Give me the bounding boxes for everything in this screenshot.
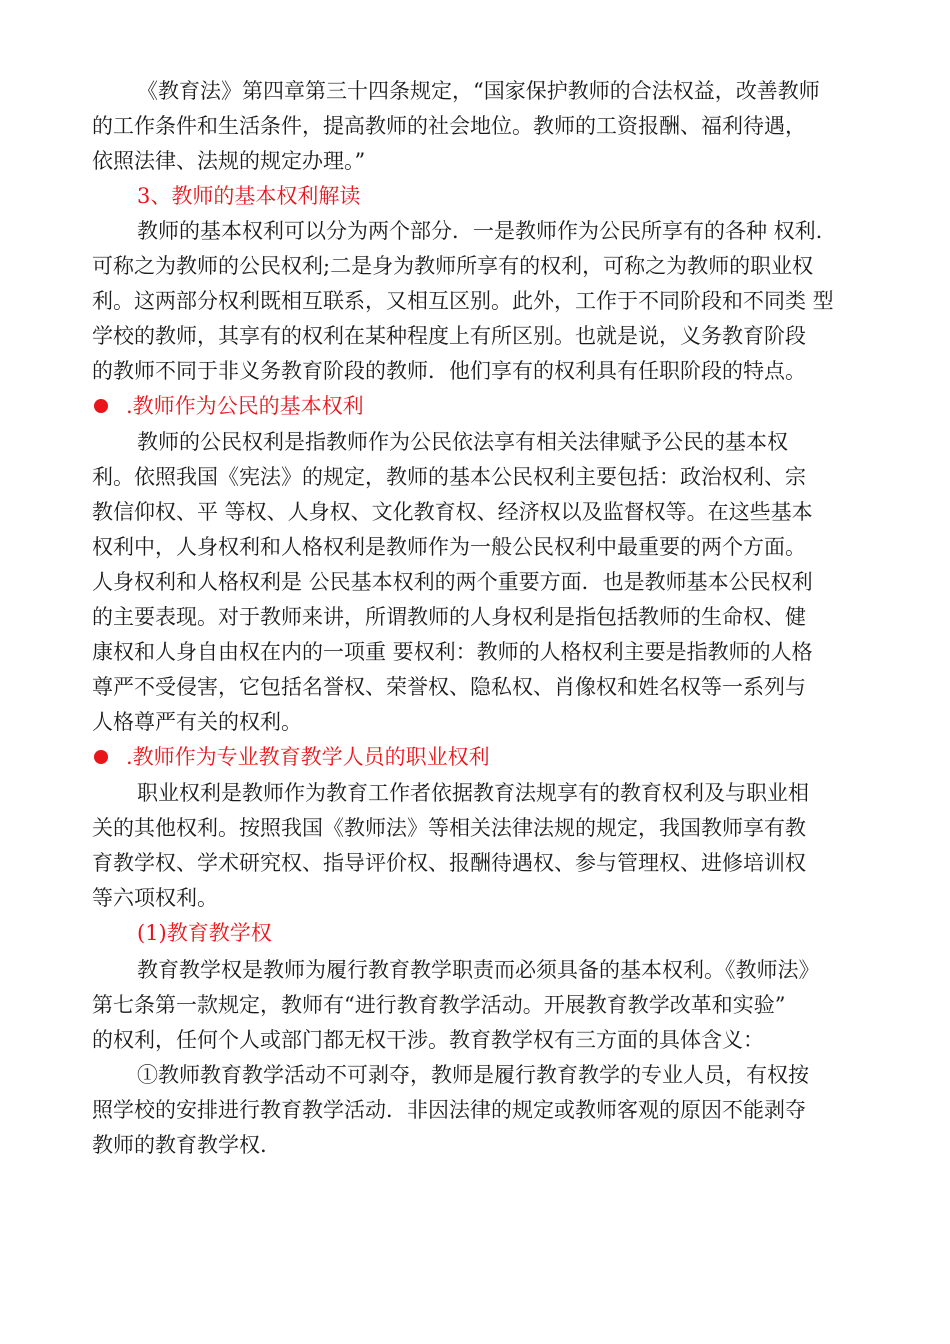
paragraph-line: 教师的教育教学权. — [92, 1133, 267, 1157]
paragraph-line: 教师的基本权利可以分为两个部分．一是教师作为公民所享有的各种 权利. — [137, 219, 823, 243]
paragraph-line: 关的其他权利。按照我国《教师法》等相关法律法规的规定，我国教师享有教 — [92, 816, 806, 840]
paragraph-line: ①教师教育教学活动不可剥夺，教师是履行教育教学的专业人员，有权按 — [137, 1063, 809, 1087]
paragraph-line: 育教学权、学术研究权、指导评价权、报酬待遇权、参与管理权、进修培训权 — [92, 851, 806, 875]
paragraph-line: 的教师不同于非义务教育阶段的教师．他们享有的权利具有任职阶段的特点。 — [92, 359, 806, 383]
paragraph-line: 的主要表现。对于教师来讲，所谓教师的人身权利是指包括教师的生命权、健 — [92, 605, 806, 629]
paragraph-line: 人身权利和人格权利是 公民基本权利的两个重要方面．也是教师基本公民权利 — [92, 570, 813, 594]
paragraph-line: 权利中，人身权利和人格权利是教师作为一般公民权利中最重要的两个方面。 — [92, 535, 806, 559]
paragraph-line: 照学校的安排进行教育教学活动．非因法律的规定或教师客观的原因不能剥夺 — [92, 1098, 806, 1122]
bullet-dot-icon — [94, 750, 108, 764]
bullet-heading — [92, 391, 364, 421]
paragraph-line: 尊严不受侵害，它包括名誉权、荣誉权、隐私权、肖像权和姓名权等一系列与 — [92, 675, 806, 699]
bullet-heading-text: .教师作为专业教育教学人员的职业权利 — [126, 745, 490, 769]
paragraph-line: 《教育法》第四章第三十四条规定，“国家保护教师的合法权益，改善教师 — [137, 79, 820, 103]
bullet-heading-text: .教师作为公民的基本权利 — [126, 394, 364, 418]
paragraph-line: 依照法律、法规的规定办理。” — [92, 149, 366, 173]
paragraph-line: 利。依照我国《宪法》的规定，教师的基本公民权利主要包括：政治权利、宗 — [92, 465, 806, 489]
bullet-dot-icon — [94, 399, 108, 413]
paragraph-line: 学校的教师，其享有的权利在某种程度上有所区别。也就是说，义务教育阶段 — [92, 324, 806, 348]
paragraph-line: 教信仰权、平 等权、人身权、文化教育权、经济权以及监督权等。在这些基本 — [92, 500, 813, 524]
paragraph-line: 康权和人身自由权在内的一项重 要权利：教师的人格权利主要是指教师的人格 — [92, 640, 813, 664]
paragraph-line: 第七条第一款规定，教师有“进行教育教学活动。开展教育教学改革和实验” — [92, 993, 786, 1017]
paragraph-line: 职业权利是教师作为教育工作者依据教育法规享有的教育权利及与职业相 — [137, 781, 809, 805]
paragraph-line: 人格尊严有关的权利。 — [92, 710, 302, 734]
paragraph-line: 教育教学权是教师为履行教育教学职责而必须具备的基本权利。《教师法》 — [137, 958, 820, 982]
paragraph-line: 教师的公民权利是指教师作为公民依法享有相关法律赋予公民的基本权 — [137, 430, 788, 454]
subsection-heading: (1)教育教学权 — [137, 921, 272, 945]
paragraph-line: 的权利，任何个人或部门都无权干涉。教育教学权有三方面的具体含义： — [92, 1028, 764, 1052]
bullet-heading — [92, 742, 490, 772]
paragraph-line: 等六项权利。 — [92, 886, 218, 910]
paragraph-line: 的工作条件和生活条件，提高教师的社会地位。教师的工资报酬、福利待遇， — [92, 114, 806, 138]
section-heading: 3、教师的基本权利解读 — [137, 184, 361, 208]
paragraph-line: 利。这两部分权利既相互联系，又相互区别。此外，工作于不同阶段和不同类 型 — [92, 289, 834, 313]
paragraph-line: 可称之为教师的公民权利;二是身为教师所享有的权利，可称之为教师的职业权 — [92, 254, 814, 278]
